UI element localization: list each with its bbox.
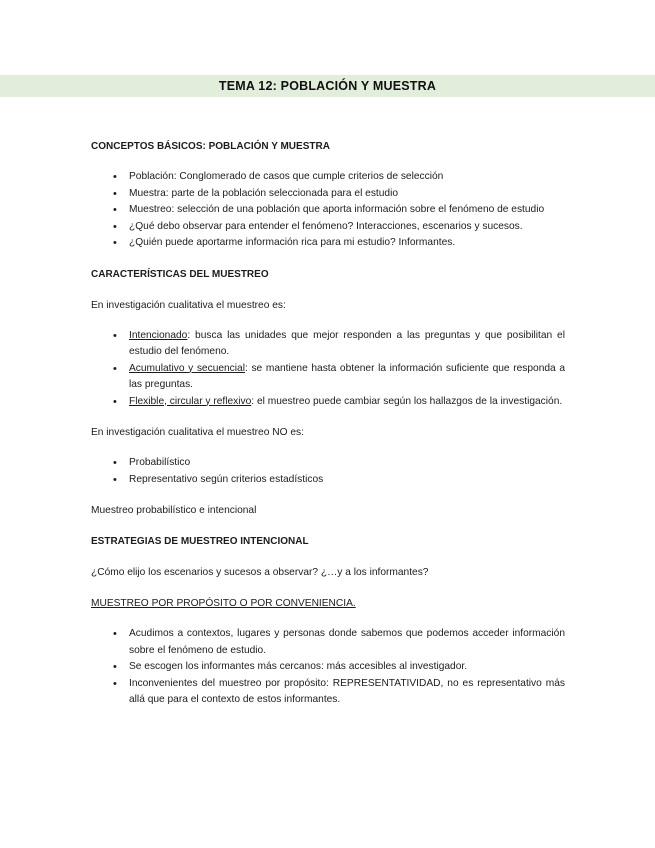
estrategias-question: ¿Cómo elijo los escenarios y sucesos a observar? ¿…y a los informantes? [91,567,429,578]
list-item [91,328,565,361]
term-description: : busca las unidades que mejor responden a las preguntas y que posibilitan el estudio del fenómeno. [129,329,565,357]
subheading-proposito: MUESTREO POR PROPÓSITO O POR CONVENIENCIA. [91,598,356,609]
list-item: • ¿Quién puede aportarme información rica para mi estudio? Informantes. [91,235,565,252]
list-item: • ¿Qué debo observar para entender el fenómeno? Interacciones, escenarios y sucesos. [91,219,565,236]
term: Flexible, circular y reflexivo [129,395,252,407]
list-item: • Muestreo: selección de una población que aporta información sobre el fenómeno de estudio [91,202,565,219]
caracteristicas-list [91,328,565,411]
list-item: • Muestra: parte de la población seleccionada para el estudio [91,186,565,203]
section-heading-caracteristicas: CARACTERÍSTICAS DEL MUESTREO [91,268,269,280]
list-item: • Población: Conglomerado de casos que cumple criterios de selección [91,169,565,186]
list-item: • Se escogen los informantes más cercanos: más accesibles al investigador. [91,659,565,676]
section-heading-estrategias: ESTRATEGIAS DE MUESTREO INTENCIONAL [91,536,309,547]
page-title: TEMA 12: POBLACIÓN Y MUESTRA [218,79,437,93]
list-item: • Representativo según criterios estadísticos [91,472,565,489]
caracteristicas-intro-no: En investigación cualitativa el muestreo NO es: [91,427,304,438]
term: Intencionado [129,329,188,341]
proposito-list [91,626,565,709]
list-item [91,394,565,411]
document-body [91,139,565,709]
list-item: • Probabilístico [91,455,565,472]
muestreo-note: Muestreo probabilístico e intencional [91,505,257,516]
caracteristicas-intro: En investigación cualitativa el muestreo es: [91,299,286,311]
section-heading-conceptos: CONCEPTOS BÁSICOS: POBLACIÓN Y MUESTRA [91,141,330,152]
list-item: • Inconvenientes del muestreo por propósito: REPRESENTATIVIDAD, no es representativo más allá que para el contexto de estos informantes. [91,676,565,709]
term-description: : el muestreo puede cambiar según los hallazgos de la investigación. [251,395,563,407]
term: Acumulativo y secuencial [129,362,245,374]
conceptos-list [91,169,565,252]
list-item: • Acudimos a contextos, lugares y personas donde sabemos que podemos acceder información sobre el fenómeno de estudio. [91,626,565,659]
term-description: : se mantiene hasta obtener la información suficiente que responda a las preguntas. [129,362,565,390]
no-es-list [91,455,565,488]
list-item [91,361,565,394]
